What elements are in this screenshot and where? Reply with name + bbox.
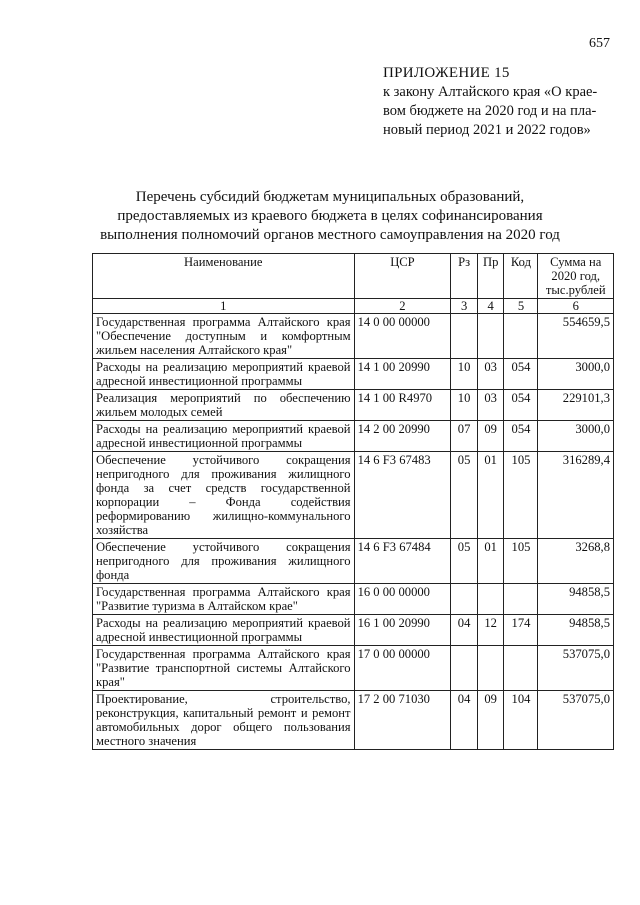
table-row [93, 539, 614, 584]
appendix-line: к закону Алтайского края «О крае- [383, 84, 598, 100]
cell-pr: 03 [477, 390, 504, 421]
cell-sum: 229101,3 [538, 390, 614, 421]
table-row [93, 646, 614, 691]
cell-pr: 01 [477, 452, 504, 539]
cell-sum: 94858,5 [538, 584, 614, 615]
cell-sum: 537075,0 [538, 646, 614, 691]
cell-csr: 14 0 00 00000 [354, 314, 451, 359]
header-kod: Код [504, 254, 538, 299]
cell-csr: 14 2 00 20990 [354, 421, 451, 452]
cell-rz: 07 [451, 421, 478, 452]
cell-pr: 03 [477, 359, 504, 390]
column-number: 4 [477, 299, 504, 314]
cell-pr: 09 [477, 691, 504, 750]
cell-pr: 01 [477, 539, 504, 584]
table-row [93, 452, 614, 539]
header-pr: Пр [477, 254, 504, 299]
cell-sum: 554659,5 [538, 314, 614, 359]
table-header-row [93, 254, 614, 299]
appendix-block [383, 64, 623, 140]
cell-name: Государственная программа Алтайского края "Развитие транспортной системы Алтайского края" [93, 646, 355, 691]
cell-kod: 054 [504, 359, 538, 390]
cell-name: Расходы на реализацию мероприятий краевой адресной инвестиционной программы [93, 421, 355, 452]
table-row [93, 691, 614, 750]
cell-pr: 09 [477, 421, 504, 452]
cell-kod: 054 [504, 421, 538, 452]
cell-csr: 14 6 F3 67483 [354, 452, 451, 539]
table-row [93, 314, 614, 359]
table-row [93, 584, 614, 615]
cell-csr: 14 1 00 R4970 [354, 390, 451, 421]
table-row [93, 615, 614, 646]
document-title [90, 188, 570, 245]
cell-pr: 12 [477, 615, 504, 646]
column-number: 2 [354, 299, 451, 314]
appendix-line: новый период 2021 и 2022 годов» [383, 122, 591, 138]
table-row [93, 359, 614, 390]
cell-pr [477, 646, 504, 691]
cell-csr: 14 1 00 20990 [354, 359, 451, 390]
column-number: 6 [538, 299, 614, 314]
column-number: 1 [93, 299, 355, 314]
table-row [93, 421, 614, 452]
cell-rz: 05 [451, 452, 478, 539]
cell-rz [451, 314, 478, 359]
cell-name: Государственная программа Алтайского края "Обеспечение доступным и комфортным жильем населения Алтайского края" [93, 314, 355, 359]
column-number: 3 [451, 299, 478, 314]
cell-csr: 16 1 00 20990 [354, 615, 451, 646]
document-title-line: выполнения полномочий органов местного самоуправления на 2020 год [100, 227, 560, 243]
header-sum: Сумма на 2020 год, тыс.рублей [538, 254, 614, 299]
cell-name: Обеспечение устойчивого сокращения непригодного для проживания жилищного фонда за счет средств государственной корпорации – Фонда содействия реформированию жилищно-коммунального хозяйства [93, 452, 355, 539]
page-number: 657 [589, 36, 610, 51]
cell-csr: 16 0 00 00000 [354, 584, 451, 615]
cell-rz: 04 [451, 615, 478, 646]
cell-rz: 10 [451, 359, 478, 390]
cell-name: Государственная программа Алтайского края "Развитие туризма в Алтайском крае" [93, 584, 355, 615]
appendix-title: ПРИЛОЖЕНИЕ 15 [383, 65, 510, 81]
cell-kod: 105 [504, 539, 538, 584]
column-number-row [93, 299, 614, 314]
cell-name: Обеспечение устойчивого сокращения непригодного для проживания жилищного фонда [93, 539, 355, 584]
cell-kod: 054 [504, 390, 538, 421]
cell-kod [504, 314, 538, 359]
cell-csr: 17 2 00 71030 [354, 691, 451, 750]
header-rz: Рз [451, 254, 478, 299]
cell-sum: 316289,4 [538, 452, 614, 539]
cell-sum: 3268,8 [538, 539, 614, 584]
cell-sum: 537075,0 [538, 691, 614, 750]
cell-rz: 04 [451, 691, 478, 750]
table-body [93, 314, 614, 750]
document-title-line: Перечень субсидий бюджетам муниципальных образований, [135, 189, 525, 205]
cell-name: Расходы на реализацию мероприятий краевой адресной инвестиционной программы [93, 615, 355, 646]
column-number: 5 [504, 299, 538, 314]
cell-kod: 104 [504, 691, 538, 750]
cell-rz [451, 646, 478, 691]
cell-csr: 14 6 F3 67484 [354, 539, 451, 584]
header-csr: ЦСР [354, 254, 451, 299]
cell-kod: 174 [504, 615, 538, 646]
cell-name: Реализация мероприятий по обеспечению жильем молодых семей [93, 390, 355, 421]
cell-sum: 3000,0 [538, 359, 614, 390]
cell-rz: 05 [451, 539, 478, 584]
cell-name: Расходы на реализацию мероприятий краевой адресной инвестиционной программы [93, 359, 355, 390]
appendix-line: вом бюджете на 2020 год и на пла- [383, 103, 597, 119]
cell-pr [477, 314, 504, 359]
document-title-line: предоставляемых из краевого бюджета в целях софинансирования [117, 208, 543, 224]
cell-csr: 17 0 00 00000 [354, 646, 451, 691]
cell-rz [451, 584, 478, 615]
table-row [93, 390, 614, 421]
cell-kod: 105 [504, 452, 538, 539]
cell-sum: 3000,0 [538, 421, 614, 452]
cell-pr [477, 584, 504, 615]
cell-name: Проектирование, строительство, реконструкция, капитальный ремонт и ремонт автомобильных дорог общего пользования местного значения [93, 691, 355, 750]
cell-kod [504, 584, 538, 615]
cell-kod [504, 646, 538, 691]
cell-rz: 10 [451, 390, 478, 421]
header-name: Наименование [93, 254, 355, 299]
cell-sum: 94858,5 [538, 615, 614, 646]
subsidies-table [92, 253, 614, 750]
